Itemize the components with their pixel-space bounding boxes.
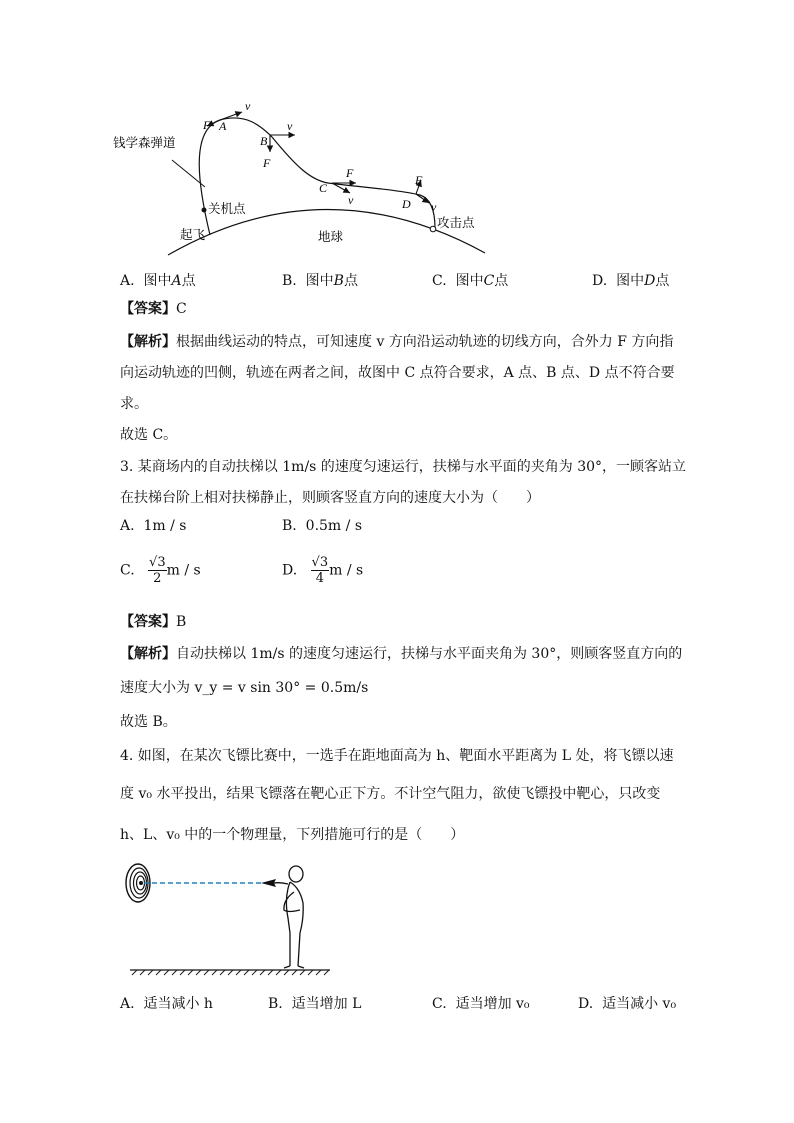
q2-analysis-line-2: 向运动轨迹的凹侧，轨迹在两者之间，故图中 C 点符合要求，A 点、B 点、D 点不符合要 [120, 365, 675, 381]
q4-option-b[interactable]: B. 适当增加 L [268, 996, 362, 1012]
launch-label: 起飞 [180, 228, 206, 242]
q2-option-b[interactable]: B. 图中B点 [282, 273, 358, 289]
q4-option-d[interactable]: D. 适当减小 v₀ [578, 996, 677, 1012]
label-D: D [402, 197, 411, 211]
trajectory-curve [199, 118, 435, 235]
q2-analysis-line-1: 【解析】根据曲线运动的特点，可知速度 v 方向沿运动轨迹的切线方向，合外力 F 方向指 [120, 334, 674, 350]
attack-label: 攻击点 [437, 216, 475, 230]
q2-conclusion: 故选 C。 [120, 427, 178, 443]
q4-stem-line-2: 度 v₀ 水平投出，结果飞镖落在靶心正下方。不计空气阻力，欲使飞镖投中靶心，只改变 [120, 786, 661, 802]
q4-option-a[interactable]: A. 适当减小 h [120, 996, 213, 1012]
q2-option-a[interactable]: A. 图中A点 [120, 273, 196, 289]
label-C: C [319, 181, 328, 195]
label-v-A: v [245, 99, 251, 113]
thrower-figure [274, 866, 304, 968]
q4-option-c[interactable]: C. 适当增加 v₀ [432, 996, 530, 1012]
label-v-D: v [431, 200, 437, 214]
label-F-C: F [346, 166, 354, 180]
q4-stem-line-3: h、L、v₀ 中的一个物理量，下列措施可行的是（ ） [120, 827, 465, 843]
q3-answer: 【答案】B [120, 614, 187, 630]
shutdown-label: 关机点 [208, 202, 246, 216]
q3-analysis-line-1: 【解析】自动扶梯以 1m/s 的速度匀速运行，扶梯与水平面夹角为 30°，则顾客竖直方向的 [120, 646, 683, 662]
q3-stem-line-2: 在扶梯台阶上相对扶梯静止，则顾客竖直方向的速度大小为（ ） [120, 490, 540, 506]
q3-stem-line-1: 3. 某商场内的自动扶梯以 1m/s 的速度匀速运行，扶梯与水平面的夹角为 30°，一顾客站立 [120, 459, 687, 475]
label-B: B [260, 134, 268, 148]
q3-option-a[interactable]: A. 1m / s [120, 518, 187, 534]
q4-stem-line-1: 4. 如图，在某次飞镖比赛中，一选手在距地面高为 h、靶面水平距离为 L 处，将飞镖以速 [120, 748, 674, 764]
q3-conclusion: 故选 B。 [120, 714, 177, 730]
q3-option-d[interactable]: D. $\frac{√3}{4}$ m / s [282, 555, 364, 586]
q2-option-d[interactable]: D. 图中D点 [592, 273, 670, 289]
q3-option-c-fraction: $\frac{√3}{2}$ [149, 555, 166, 586]
label-F-B: F [263, 156, 271, 170]
dart [261, 879, 276, 887]
q2-answer: 【答案】C [120, 301, 187, 317]
label-v-B: v [287, 119, 293, 133]
label-F-D: F [415, 173, 423, 187]
q3-analysis-line-2: 速度大小为 v_y = v sin 30° = 0.5m/s [120, 680, 369, 696]
q3-option-c[interactable]: C. $\frac{√3}{2}$ m / s [120, 555, 201, 586]
path-label: 钱学森弹道 [113, 136, 176, 150]
attack-point-dot [430, 226, 436, 232]
q3-option-b[interactable]: B. 0.5m / s [282, 518, 362, 534]
q2-option-c[interactable]: C. 图中C点 [432, 273, 509, 289]
q2-analysis-line-3: 求。 [120, 396, 148, 412]
label-F-A: F [203, 118, 211, 132]
q3-option-d-fraction: $\frac{√3}{4}$ [311, 555, 329, 586]
label-A: A [219, 119, 227, 133]
trajectory-figure [110, 95, 510, 260]
dart-figure [118, 858, 338, 983]
earth-label: 地球 [318, 230, 344, 244]
ground-hatching [132, 970, 329, 975]
shutdown-point-dot [202, 208, 207, 213]
label-v-C: v [348, 193, 354, 207]
D-velocity-arrow [416, 194, 429, 203]
